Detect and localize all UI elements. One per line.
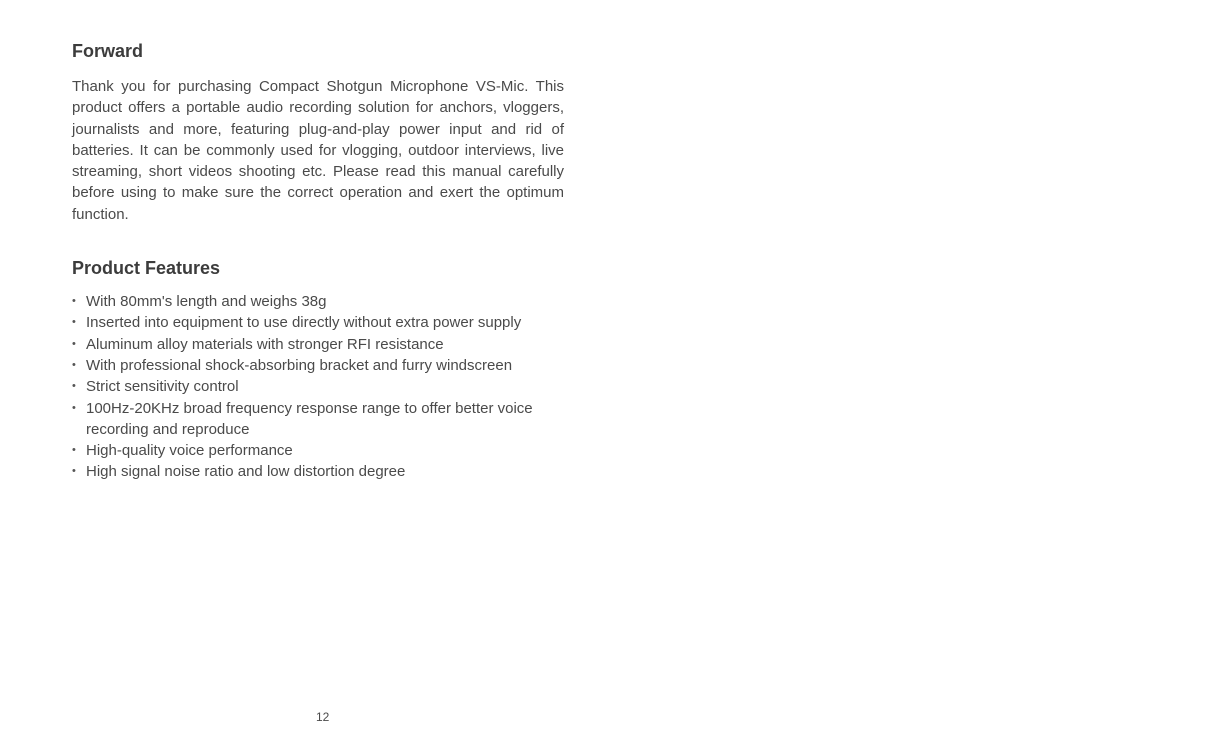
feature-item — [72, 291, 564, 312]
feature-item — [72, 461, 564, 482]
feature-text: Strict sensitivity control — [86, 378, 239, 396]
feature-item — [72, 334, 564, 355]
bullet-icon: • — [72, 465, 76, 478]
bullet-icon: • — [72, 380, 76, 393]
product-features-heading: Product Features — [72, 258, 221, 279]
forward-heading: Forward — [72, 41, 144, 61]
feature-item — [72, 398, 564, 441]
feature-item — [72, 312, 564, 333]
bullet-icon: • — [72, 295, 76, 308]
bullet-icon: • — [72, 358, 76, 371]
feature-text: 100Hz-20KHz broad frequency response range to offer better voice recording and reproduce — [86, 399, 533, 438]
feature-text: High signal noise ratio and low distortion degree — [86, 463, 406, 481]
page-number: 12 — [316, 710, 330, 724]
feature-item — [72, 376, 564, 397]
bullet-icon: • — [72, 337, 76, 350]
manual-page — [72, 38, 564, 483]
bullet-icon: • — [72, 316, 76, 329]
feature-text: With professional shock-absorbing bracket and furry windscreen — [86, 356, 513, 374]
feature-text: Aluminum alloy materials with stronger RFI resistance — [86, 335, 444, 353]
feature-item — [72, 355, 564, 376]
forward-paragraph: Thank you for purchasing Compact Shotgun Microphone VS-Mic. This product offers a portable audio recording solution for anchors, vloggers, journalists and more, featuring plug-and-play power input and rid of batteries. It can be commonly used for vlogging, outdoor interviews, live streaming, short videos shooting etc. Please read this manual carefully before using to make sure the correct operation and exert the optimum function. — [72, 78, 564, 223]
feature-item — [72, 440, 564, 461]
bullet-icon: • — [72, 444, 76, 457]
feature-text: High-quality voice performance — [86, 442, 293, 460]
bullet-icon: • — [72, 401, 76, 414]
feature-text: With 80mm's length and weighs 38g — [86, 293, 327, 311]
feature-list — [72, 291, 564, 483]
feature-text: Inserted into equipment to use directly without extra power supply — [86, 314, 522, 332]
